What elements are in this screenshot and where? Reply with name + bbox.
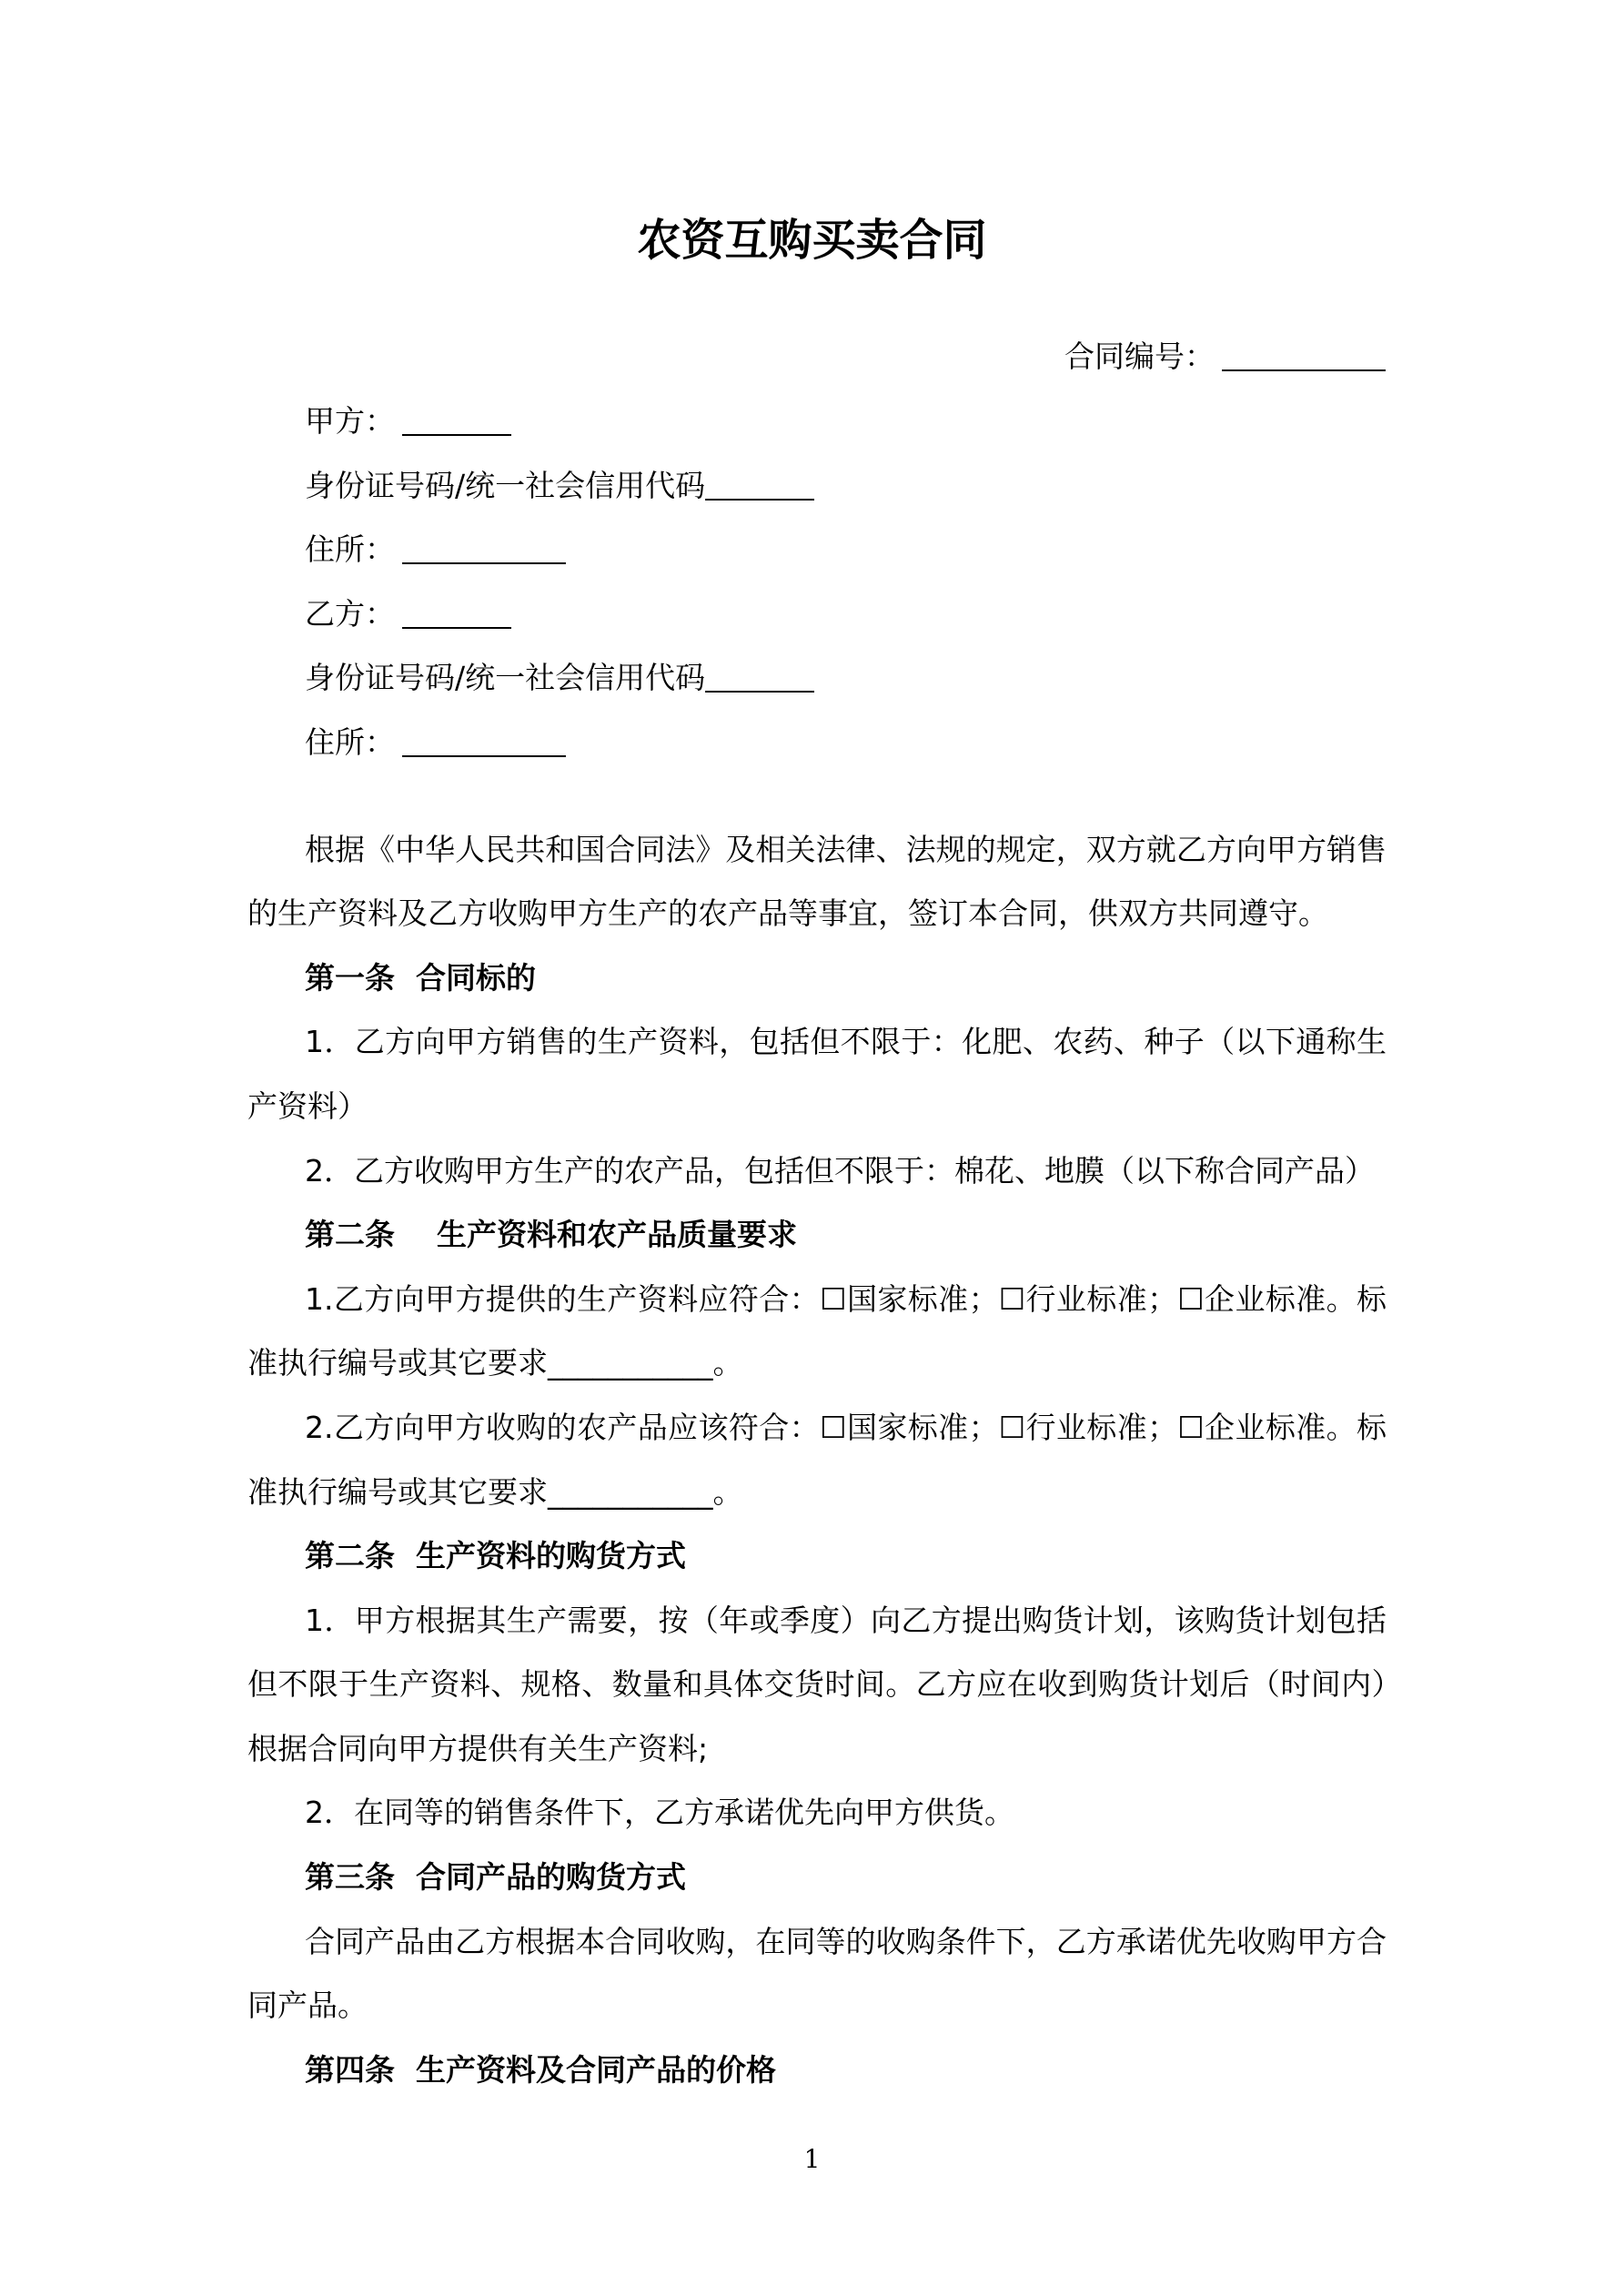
section-heading: 第二条 生产资料和农产品质量要求 (305, 1217, 797, 1253)
section-heading: 第三条 合同产品的购货方式 (305, 1859, 686, 1896)
party-field (247, 389, 1387, 454)
document-body (247, 389, 1387, 2102)
document-title: 农资互购买卖合同 (637, 215, 987, 266)
party-field-blank (402, 404, 511, 436)
section-heading: 第一条 合同标的 (305, 959, 536, 996)
party-field-blank (705, 469, 814, 501)
contract-number-field (1064, 325, 1386, 389)
section-heading: 第四条 生产资料及合同产品的价格 (305, 2051, 776, 2088)
party-field-label: 乙方： (305, 595, 395, 632)
party-field-label: 住所： (305, 723, 395, 760)
clause-paragraph: 1．甲方根据其生产需要，按（年或季度）向乙方提出购货计划，该购货计划包括但不限于生产资料、规格、数量和具体交货时间。乙方应在收到购货计划后（时间内）根据合同向甲方提供有关生产资料; (247, 1602, 1387, 1766)
party-field-blank (705, 661, 814, 693)
section-heading: 第二条 生产资料的购货方式 (305, 1538, 686, 1574)
party-field (247, 646, 1387, 711)
party-field-blank (402, 597, 511, 629)
clause-paragraph: 合同产品由乙方根据本合同收购，在同等的收购条件下，乙方承诺优先收购甲方合同产品。 (247, 1923, 1387, 2024)
party-field (247, 711, 1387, 775)
party-field-blank (402, 725, 566, 757)
party-field-label: 身份证号码/统一社会信用代码 (305, 467, 706, 503)
party-field (247, 582, 1387, 647)
clause-paragraph: 1.乙方向甲方提供的生产资料应符合：☐国家标准；☐行业标准；☐企业标准。标准执行编号或其它要求___________。 (247, 1280, 1387, 1381)
party-field (247, 518, 1387, 582)
party-field (247, 454, 1387, 519)
clause-paragraph: 1．乙方向甲方销售的生产资料，包括但不限于：化肥、农药、种子（以下通称生产资料） (247, 1024, 1387, 1124)
contract-number-label: 合同编号： (1064, 339, 1215, 374)
party-field-blank (402, 532, 566, 564)
parties-block (247, 389, 1387, 775)
clause-paragraph: 2．乙方收购甲方生产的农产品，包括但不限于：棉花、地膜（以下称合同产品） (305, 1152, 1375, 1188)
contract-number-blank (1222, 339, 1386, 371)
party-field-label: 住所： (305, 531, 395, 568)
party-field-label: 身份证号码/统一社会信用代码 (305, 660, 706, 696)
clause-paragraph: 2.乙方向甲方收购的农产品应该符合：☐国家标准；☐行业标准；☐企业标准。标准执行编号或其它要求___________。 (247, 1409, 1387, 1510)
page-number: 1 (803, 2144, 821, 2174)
sections (247, 946, 1387, 2103)
clause-paragraph: 2．在同等的销售条件下，乙方承诺优先向甲方供货。 (305, 1795, 1014, 1831)
intro-paragraph: 根据《中华人民共和国合同法》及相关法律、法规的规定，双方就乙方向甲方销售的生产资料及乙方收购甲方生产的农产品等事宜，签订本合同，供双方共同遵守。 (247, 831, 1387, 932)
party-field-label: 甲方： (305, 403, 395, 439)
